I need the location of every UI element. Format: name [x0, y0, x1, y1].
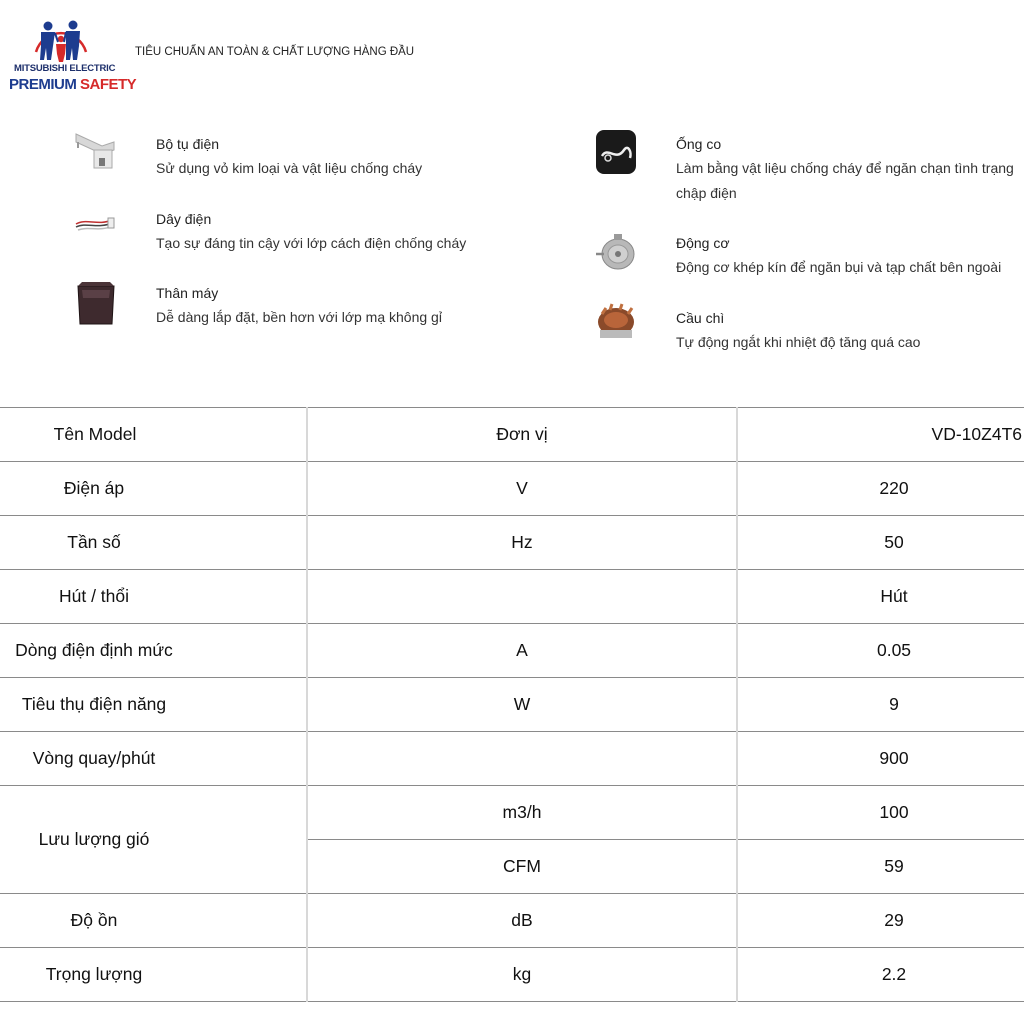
- premium-safety-logo: [8, 12, 137, 94]
- row-unit: [307, 732, 737, 786]
- row-value: 9: [737, 678, 1024, 732]
- feature-title: Động cơ: [676, 235, 730, 251]
- row-label: Trọng lượng: [0, 948, 307, 1002]
- row-label: Tần số: [0, 516, 307, 570]
- row-unit: V: [307, 462, 737, 516]
- row-value: 50: [737, 516, 1024, 570]
- row-label: Điện áp: [0, 462, 307, 516]
- feature-desc: Dễ dàng lắp đặt, bền hơn với lớp mạ không gỉ: [156, 309, 442, 325]
- row-value: 2.2: [737, 948, 1024, 1002]
- row-unit: [307, 570, 737, 624]
- row-label: Dòng điện định mức: [0, 624, 307, 678]
- table-header-row: [0, 408, 1024, 462]
- header-unit: Đơn vị: [307, 408, 737, 462]
- feature-title: Ống co: [676, 136, 722, 152]
- row-value: Hút: [737, 570, 1024, 624]
- row-value: 0.05: [737, 624, 1024, 678]
- header-model-name: Tên Model: [0, 408, 307, 462]
- feature-desc: Tự động ngắt khi nhiệt độ tăng quá cao: [676, 334, 921, 350]
- logo-brand-text: MITSUBISHI ELECTRIC: [14, 63, 116, 74]
- feature-title: Cầu chì: [676, 310, 725, 326]
- family-logo-icon: [28, 12, 94, 64]
- fuse-icon: [594, 300, 638, 350]
- logo-safety-text: PREMIUM SAFETY: [9, 76, 137, 93]
- capacitor-icon: [72, 128, 116, 178]
- feature-title: Dây điện: [156, 211, 212, 227]
- table-row: [0, 624, 1024, 678]
- feature-desc: Làm bằng vật liệu chống cháy để ngăn chạn tình trạng chập điện: [676, 160, 1014, 201]
- row-unit: kg: [307, 948, 737, 1002]
- row-unit: Hz: [307, 516, 737, 570]
- row-value: 100: [737, 786, 1024, 840]
- row-label: Vòng quay/phút: [0, 732, 307, 786]
- row-value: 29: [737, 894, 1024, 948]
- table-row: [0, 678, 1024, 732]
- header-model-value: VD-10Z4T6: [737, 408, 1024, 462]
- row-label: Hút / thổi: [0, 570, 307, 624]
- row-value: 900: [737, 732, 1024, 786]
- feature-desc: Động cơ khép kín để ngăn bụi và tạp chất bên ngoài: [676, 259, 1002, 275]
- table-row: [0, 786, 1024, 840]
- page-header: [0, 0, 1024, 100]
- shrink-tube-icon: [594, 128, 638, 178]
- row-value: 59: [737, 840, 1024, 894]
- housing-icon: [74, 280, 118, 330]
- tagline: TIÊU CHUẨN AN TOÀN & CHẤT LƯỢNG HÀNG ĐẦU: [135, 46, 415, 58]
- table-row: [0, 948, 1024, 1002]
- feature-desc: Sử dụng vỏ kim loại và vật liệu chống cháy: [156, 160, 423, 176]
- row-unit: m3/h: [307, 786, 737, 840]
- wire-icon: [72, 200, 116, 250]
- row-unit: CFM: [307, 840, 737, 894]
- table-row: [0, 732, 1024, 786]
- table-row: [0, 516, 1024, 570]
- feature-desc: Tạo sự đáng tin cậy với lớp cách điện chống cháy: [156, 235, 467, 251]
- feature-title: Bộ tụ điện: [156, 136, 220, 152]
- row-value: 220: [737, 462, 1024, 516]
- row-unit: dB: [307, 894, 737, 948]
- feature-title: Thân máy: [156, 285, 219, 301]
- motor-icon: [594, 228, 638, 278]
- row-unit: A: [307, 624, 737, 678]
- row-label: Độ ồn: [0, 894, 307, 948]
- spec-table: [0, 407, 1024, 1002]
- row-label: Tiêu thụ điện năng: [0, 678, 307, 732]
- row-label: Lưu lượng gió: [0, 786, 307, 894]
- table-row: [0, 894, 1024, 948]
- table-row: [0, 462, 1024, 516]
- row-unit: W: [307, 678, 737, 732]
- table-row: [0, 570, 1024, 624]
